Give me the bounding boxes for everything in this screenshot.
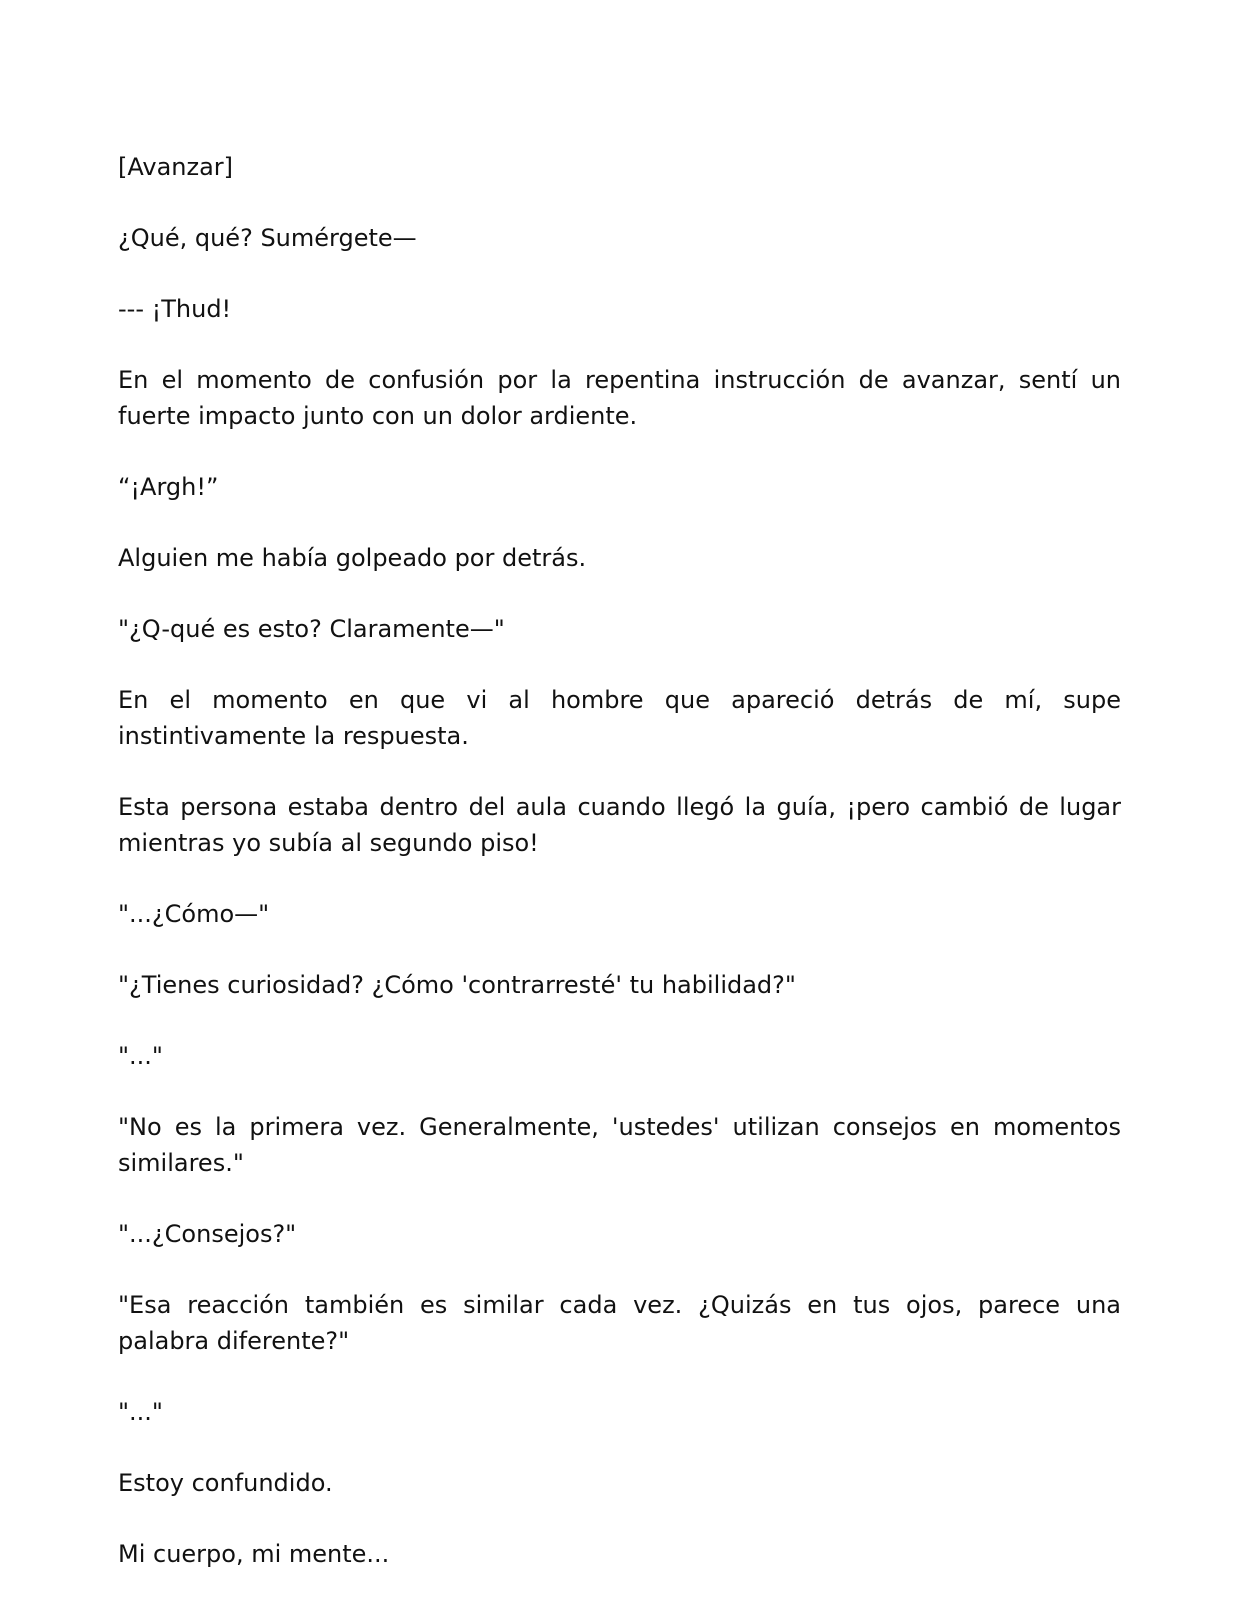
paragraph-consejos: "...¿Consejos?" [118,1220,297,1248]
paragraph-como: "...¿Cómo—" [118,900,270,928]
paragraph-ellipsis-2: "..." [118,1398,163,1426]
paragraph-confusion: En el momento de confusión por la repentina instrucción de avanzar, sentí un fuerte impacto junto con un dolor ardiente. [118,366,1121,430]
paragraph-claramente: "¿Q-qué es esto? Claramente—" [118,615,505,643]
paragraph-que-que: ¿Qué, qué? Sumérgete— [118,224,417,252]
paragraph-confundido: Estoy confundido. [118,1469,333,1497]
paragraph-primera-vez: "No es la primera vez. Generalmente, 'ustedes' utilizan consejos en momentos similares." [118,1113,1121,1177]
document-body [118,149,1121,1572]
paragraph-persona: Esta persona estaba dentro del aula cuando llegó la guía, ¡pero cambió de lugar mientras yo subía al segundo piso! [118,793,1121,857]
paragraph-avanzar: [Avanzar] [118,153,234,181]
paragraph-mi-cuerpo: Mi cuerpo, mi mente... [118,1540,390,1568]
paragraph-hombre: En el momento en que vi al hombre que apareció detrás de mí, supe instintivamente la respuesta. [118,686,1121,750]
paragraph-thud: --- ¡Thud! [118,295,232,323]
paragraph-alguien: Alguien me había golpeado por detrás. [118,544,587,572]
paragraph-curiosidad: "¿Tienes curiosidad? ¿Cómo 'contrarresté' tu habilidad?" [118,971,796,999]
paragraph-ellipsis-1: "..." [118,1042,163,1070]
paragraph-argh: “¡Argh!” [118,473,219,501]
paragraph-reaccion: "Esa reacción también es similar cada vez. ¿Quizás en tus ojos, parece una palabra diferente?" [118,1291,1121,1355]
